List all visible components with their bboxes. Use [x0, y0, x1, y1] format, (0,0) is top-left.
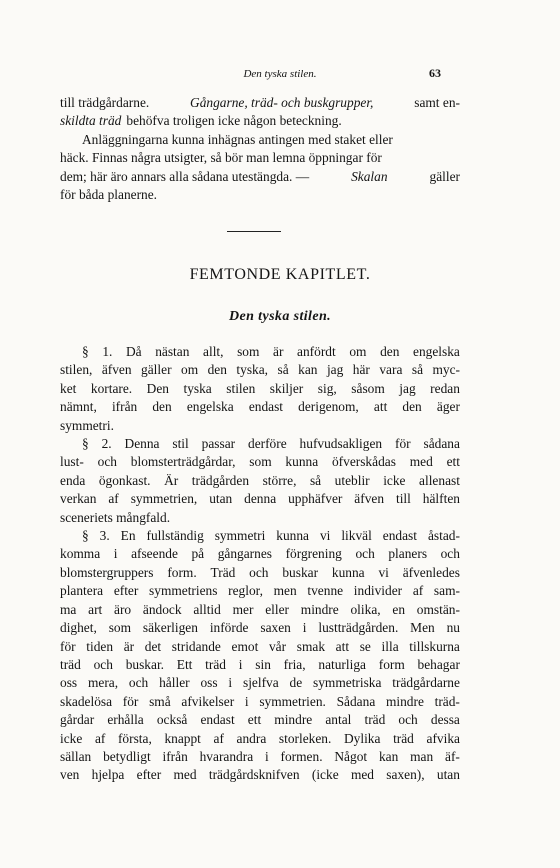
paragraph-line: § 3. En fullständig symmetri kunna vi likväl endast åstad- — [82, 528, 460, 544]
paragraph-line: skadelösa för små afvikelser i symmetrien. Sådana mindre träd- — [60, 693, 460, 709]
paragraph-line: ket kortare. Den tyska stilen skiljer sig, såsom jag redan — [60, 380, 460, 396]
text-line: dem; här äro annars alla sådana utestängda. — Skalan gäller — [60, 168, 460, 184]
paragraph-line: ven hjelpa efter med trädgårdsknifven (icke med saxen), utan — [60, 767, 460, 783]
paragraph-line: ma art äro ändock alltid mer eller mindre olika, en omstän- — [60, 601, 460, 617]
paragraph-line: oss mera, och håller oss i sjelfva de symmetriska trädgårdarne — [60, 675, 460, 691]
chapter-title: FEMTONDE KAPITLET. — [189, 266, 371, 283]
paragraph-line: verkan af symmetrien, utan denna upphäfver äfven till hälften — [60, 491, 460, 507]
paragraph-line: sällan betydligt ifrån hvarandra i formen. Något kan man äf- — [60, 748, 460, 764]
body-text-block — [60, 343, 460, 785]
text-line: skildta träd behöfva troligen icke någon beteckning. — [60, 113, 342, 129]
chapter-subtitle: Den tyska stilen. — [228, 309, 332, 324]
paragraph-line: gårdar erhålla också endast ett mindre antal träd och dessa — [60, 712, 460, 728]
page-number: 63 — [429, 66, 441, 80]
paragraph-line: träd och buskar. Ett träd i sin fria, naturliga form behagar — [60, 656, 460, 672]
paragraph-line: blomstergruppers form. Träd och buskar kunna vi äfvenledes — [60, 564, 460, 580]
text-line: till trädgårdarne. Gångarne, träd- och buskgrupper, samt en- — [60, 95, 460, 110]
paragraph-line: stilen, äfven gäller om den tyska, så kan jag här vara så myc- — [60, 362, 460, 378]
running-header: Den tyska stilen. — [243, 68, 317, 80]
paragraph-line: sceneriets mångfald. — [60, 509, 171, 525]
paragraph-line: för tiden är det stridande emot vår smak att se illa tillskurna — [60, 638, 460, 654]
top-text-block — [60, 94, 460, 204]
paragraph-line: komma i afseende på gångarnes förgrening och planers och — [60, 546, 460, 562]
paragraph-line: lust- och blomsterträdgårdar, som kunna öfverskådas med ett — [60, 454, 460, 470]
paragraph-line: dighet, som säkerligen införde saxen i lustträdgården. Men nu — [60, 620, 460, 636]
paragraph-line: enda ögonkast. Är trädgården större, så uteblir icke allenast — [60, 472, 460, 488]
text-line: Anläggningarna kunna inhägnas antingen med staket eller — [82, 131, 393, 147]
paragraph-line: symmetri. — [60, 417, 114, 433]
section-divider — [227, 231, 281, 232]
text-line: för båda planerne. — [60, 187, 158, 203]
paragraph-line: § 1. Då nästan allt, som är anfördt om den engelska — [82, 344, 460, 359]
text-line: häck. Finnas några utsigter, så bör man lemna öppningar för — [60, 150, 382, 166]
paragraph-line: icke af första, knappt af andra storleken. Dylika träd afvika — [60, 730, 460, 746]
paragraph-line: plantera efter symmetriens reglor, men tvenne individer af sam- — [60, 583, 460, 599]
paragraph-line: § 2. Denna stil passar derföre hufvudsakligen för sådana — [82, 436, 460, 452]
paragraph-line: nämnt, ifrån den engelska endast derigenom, att den äger — [60, 399, 460, 415]
